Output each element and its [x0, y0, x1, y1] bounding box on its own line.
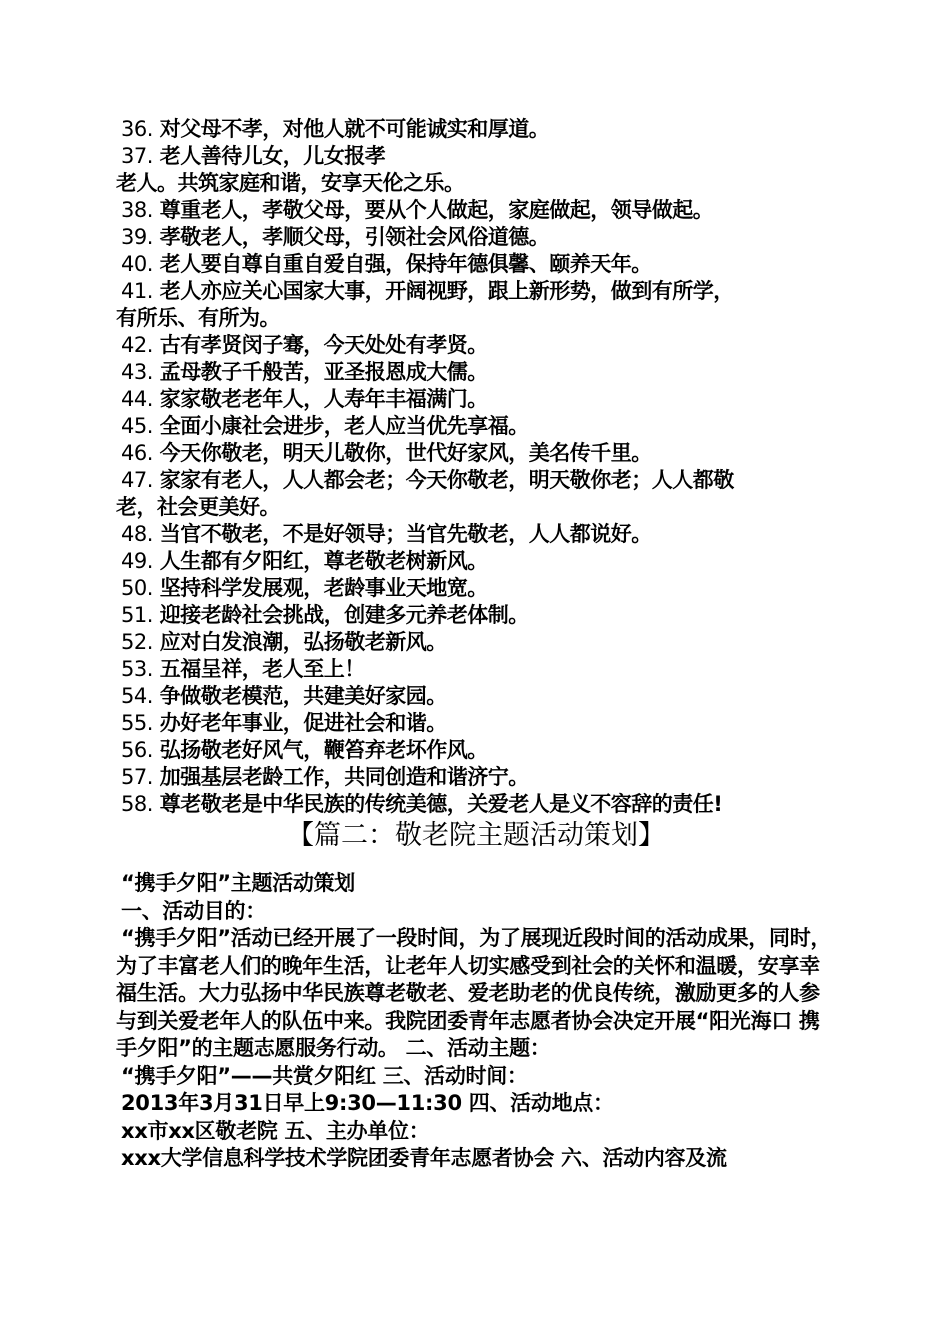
- list-item: [116, 143, 836, 170]
- list-item-number: 45.: [121, 414, 153, 438]
- list-item-number: 36.: [121, 117, 153, 141]
- list-item-text: 应对白发浪潮，弘扬敬老新风。: [159, 630, 447, 654]
- time-line: 2013年3月31日早上9:30—11:30 四、活动地点：: [121, 1091, 614, 1115]
- list-item: [116, 440, 836, 467]
- list-item: [116, 494, 836, 521]
- list-item-text: 全面小康社会进步，老人应当优先享福。: [159, 414, 529, 438]
- list-item-number: 56.: [121, 738, 153, 762]
- list-item-number: 51.: [121, 603, 153, 627]
- list-item-text: 加强基层老龄工作，共同创造和谐济宁。: [159, 765, 529, 789]
- list-item: [116, 791, 836, 818]
- list-item-number: 50.: [121, 576, 153, 600]
- list-item-number: 46.: [121, 441, 153, 465]
- list-item-number: 49.: [121, 549, 153, 573]
- list-item: [116, 116, 836, 143]
- list-item-text: 迎接老龄社会挑战，创建多元养老体制。: [159, 603, 529, 627]
- list-item-text: 老，社会更美好。: [116, 495, 280, 519]
- theme-line: “携手夕阳”——共赏夕阳红 三、活动时间：: [121, 1063, 528, 1088]
- list-item-text: 争做敬老模范，共建美好家园。: [159, 684, 447, 708]
- list-item-text: 老人要自尊自重自爱自强，保持年德俱馨、颐养天年。: [159, 252, 652, 276]
- list-item-number: 39.: [121, 225, 153, 249]
- purpose-heading: 一、活动目的：: [121, 898, 266, 923]
- list-item-text: 家家有老人，人人都会老；今天你敬老，明天敬你老；人人都敬: [159, 468, 734, 492]
- list-item-number: 42.: [121, 333, 153, 357]
- list-item-text: 尊老敬老是中华民族的传统美德，关爱老人是义不容辞的责任!: [159, 792, 723, 816]
- list-item-text: 老人善待儿女，儿女报孝: [159, 144, 386, 168]
- list-item: [116, 170, 836, 197]
- list-item: [116, 737, 836, 764]
- list-item-number: 48.: [121, 522, 153, 546]
- slogan-list: [116, 116, 836, 818]
- list-item-text: 坚持科学发展观，老龄事业天地宽。: [159, 576, 488, 600]
- list-item-text: 家家敬老老年人，人寿年丰福满门。: [159, 387, 488, 411]
- list-item-number: 58.: [121, 792, 153, 816]
- purpose-paragraph: “携手夕阳”活动已经开展了一段时间，为了展现近段时间的活动成果，同时，为了丰富老人们的晚年生活，让老年人切实感受到社会的关怀和温暖，安享幸福生活。大力弘扬中华民族尊老敬老、爱老助老的优良传统，激励更多的人参与到关爱老年人的队伍中来。我院团委青年志愿者协会决定开展“阳光海口 携手夕阳”的主题志愿服务行动。 二、活动主题：: [116, 926, 832, 1060]
- list-item-text: 人生都有夕阳红，尊老敬老树新风。: [159, 549, 488, 573]
- list-item-number: 44.: [121, 387, 153, 411]
- list-item: [116, 521, 836, 548]
- section-title: 【篇二：敬老院主题活动策划】: [287, 820, 665, 851]
- list-item: [116, 764, 836, 791]
- list-item: [116, 656, 836, 683]
- list-item: [116, 305, 836, 332]
- list-item: [116, 413, 836, 440]
- list-item-text: 今天你敬老，明天儿敬你，世代好家风，美名传千里。: [159, 441, 652, 465]
- place-line: xx市xx区敬老院 五、主办单位：: [121, 1118, 430, 1143]
- list-item: [116, 197, 836, 224]
- list-item-text: 老人亦应关心国家大事，开阔视野，跟上新形势，做到有所学，: [159, 279, 734, 303]
- list-item: [116, 278, 836, 305]
- organizer-line: xxx大学信息科学技术学院团委青年志愿者协会 六、活动内容及流: [121, 1146, 727, 1170]
- list-item-number: 57.: [121, 765, 153, 789]
- list-item-text: 办好老年事业，促进社会和谐。: [159, 711, 447, 735]
- list-item: [116, 332, 836, 359]
- list-item-text: 古有孝贤闵子骞，今天处处有孝贤。: [159, 333, 488, 357]
- list-item-number: 55.: [121, 711, 153, 735]
- list-item-number: 53.: [121, 657, 153, 681]
- list-item-number: 37.: [121, 144, 153, 168]
- list-item: [116, 251, 836, 278]
- list-item: [116, 359, 836, 386]
- list-item: [116, 710, 836, 737]
- list-item: [116, 467, 836, 494]
- list-item: [116, 629, 836, 656]
- list-item-text: 对父母不孝，对他人就不可能诚实和厚道。: [159, 117, 550, 141]
- list-item-text: 尊重老人，孝敬父母，要从个人做起，家庭做起，领导做起。: [159, 198, 714, 222]
- list-item: [116, 575, 836, 602]
- list-item-number: 47.: [121, 468, 153, 492]
- list-item-number: 54.: [121, 684, 153, 708]
- list-item-number: 40.: [121, 252, 153, 276]
- list-item-text: 当官不敬老，不是好领导；当官先敬老，人人都说好。: [159, 522, 652, 546]
- list-item-text: 孟母教子千般苦，亚圣报恩成大儒。: [159, 360, 488, 384]
- list-item-text: 五福呈祥，老人至上！: [159, 657, 365, 681]
- list-item: [116, 224, 836, 251]
- list-item-number: 43.: [121, 360, 153, 384]
- list-item-text: 老人。共筑家庭和谐，安享天伦之乐。: [116, 171, 465, 195]
- list-item: [116, 548, 836, 575]
- document-content: [116, 116, 836, 1173]
- plan-heading: “携手夕阳”主题活动策划: [121, 871, 356, 895]
- list-item-number: 41.: [121, 279, 153, 303]
- list-item: [116, 602, 836, 629]
- list-item-text: 孝敬老人，孝顺父母，引领社会风俗道德。: [159, 225, 550, 249]
- list-item-text: 有所乐、有所为。: [116, 306, 280, 330]
- list-item: [116, 386, 836, 413]
- list-item-text: 弘扬敬老好风气，鞭笞弃老坏作风。: [159, 738, 488, 762]
- list-item: [116, 683, 836, 710]
- list-item-number: 38.: [121, 198, 153, 222]
- list-item-number: 52.: [121, 630, 153, 654]
